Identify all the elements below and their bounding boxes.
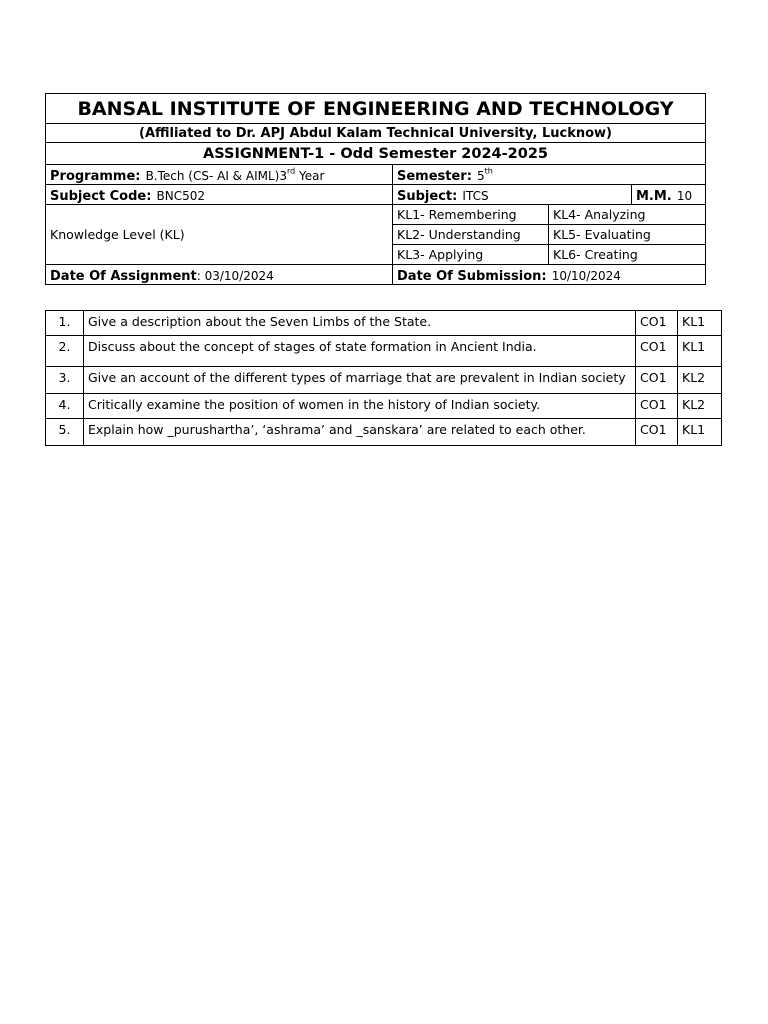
question-row (46, 336, 722, 367)
kl5-item: KL5- Evaluating (549, 225, 706, 245)
subject-code-label: Subject Code: (50, 189, 152, 204)
question-row (46, 311, 722, 336)
semester-value: 5 (477, 169, 485, 183)
question-number: 3. (46, 367, 84, 394)
questions-table (45, 310, 722, 446)
kl6-item: KL6- Creating (549, 245, 706, 265)
date-of-submission-label: Date Of Submission: (397, 269, 547, 284)
programme-sup: rd (286, 166, 296, 176)
question-text: Discuss about the concept of stages of state formation in Ancient India. (84, 336, 636, 367)
question-number: 2. (46, 336, 84, 367)
date-of-submission-cell (393, 265, 706, 285)
question-number: 4. (46, 394, 84, 419)
question-row (46, 419, 722, 446)
subject-code-cell (46, 185, 393, 205)
max-marks-label: M.M. (636, 189, 672, 204)
knowledge-level-label: Knowledge Level (KL) (46, 205, 393, 265)
semester-label: Semester: (397, 169, 472, 184)
kl3-item: KL3- Applying (393, 245, 549, 265)
date-of-assignment-label: Date Of Assignment (50, 269, 197, 284)
institute-title: BANSAL INSTITUTE OF ENGINEERING AND TECHNOLOGY (46, 94, 706, 124)
semester-cell (393, 165, 706, 185)
affiliation-line: (Affiliated to Dr. APJ Abdul Kalam Technical University, Lucknow) (46, 124, 706, 143)
question-text: Give a description about the Seven Limbs of the State. (84, 311, 636, 336)
question-row (46, 367, 722, 394)
question-number: 5. (46, 419, 84, 446)
subject-value: ITCS (462, 189, 489, 203)
subject-code-value: BNC502 (156, 189, 206, 203)
semester-sup: th (484, 166, 493, 176)
question-text: Critically examine the position of women in the history of Indian society. (84, 394, 636, 419)
kl1-item: KL1- Remembering (393, 205, 549, 225)
question-kl: KL2 (678, 367, 722, 394)
question-kl: KL2 (678, 394, 722, 419)
question-co: CO1 (636, 419, 678, 446)
question-number: 1. (46, 311, 84, 336)
subject-cell (393, 185, 632, 205)
max-marks-value: 10 (676, 189, 693, 203)
date-of-submission-value: 10/10/2024 (551, 269, 621, 283)
date-of-assignment-value: : 03/10/2024 (196, 269, 274, 283)
question-row (46, 394, 722, 419)
subject-label: Subject: (397, 189, 458, 204)
programme-value: B.Tech (CS- AI & AIML)3 (145, 169, 287, 183)
question-kl: KL1 (678, 336, 722, 367)
question-text: Give an account of the different types of marriage that are prevalent in Indian society (84, 367, 636, 394)
question-co: CO1 (636, 394, 678, 419)
kl2-item: KL2- Understanding (393, 225, 549, 245)
header-table (45, 93, 706, 285)
programme-suffix: Year (295, 169, 325, 183)
question-text: Explain how _purushartha’, ‘ashrama’ and _sanskara’ are related to each other. (84, 419, 636, 446)
programme-label: Programme: (50, 169, 141, 184)
question-kl: KL1 (678, 419, 722, 446)
assignment-heading: ASSIGNMENT-1 - Odd Semester 2024-2025 (46, 143, 706, 165)
max-marks-cell (632, 185, 706, 205)
kl4-item: KL4- Analyzing (549, 205, 706, 225)
date-of-assignment-cell (46, 265, 393, 285)
programme-cell (46, 165, 393, 185)
question-kl: KL1 (678, 311, 722, 336)
question-co: CO1 (636, 311, 678, 336)
question-co: CO1 (636, 367, 678, 394)
question-co: CO1 (636, 336, 678, 367)
